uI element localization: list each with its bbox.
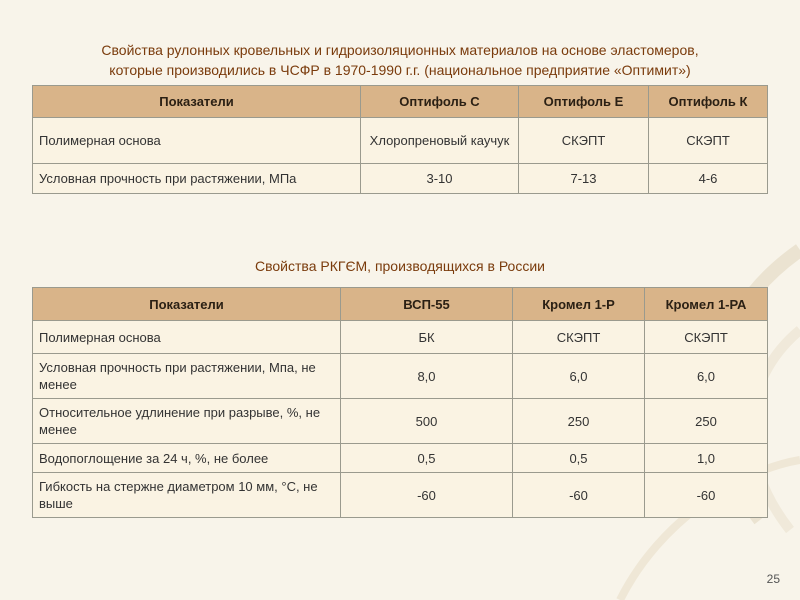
table-cell: -60 — [645, 473, 768, 518]
column-header: Оптифоль Е — [519, 86, 649, 118]
column-header: Показатели — [33, 86, 361, 118]
column-header: Кромел 1-РА — [645, 288, 768, 321]
row-label: Условная прочность при растяжении, МПа — [33, 164, 361, 194]
table-header-row — [33, 86, 768, 118]
table-cell: 3-10 — [361, 164, 519, 194]
table-cell: -60 — [341, 473, 513, 518]
table-cell: 250 — [513, 399, 645, 444]
page-number: 25 — [766, 572, 780, 586]
row-label: Гибкость на стержне диаметром 10 мм, °С, не выше — [33, 473, 341, 518]
column-header: Кромел 1-Р — [513, 288, 645, 321]
row-label: Полимерная основа — [33, 118, 361, 164]
table-cell: 6,0 — [645, 354, 768, 399]
table-cell: Хлоропреновый каучук — [361, 118, 519, 164]
table-row — [33, 444, 768, 473]
table-cell: 0,5 — [513, 444, 645, 473]
table-row — [33, 321, 768, 354]
optifol-properties-table — [32, 85, 768, 194]
table-cell: 500 — [341, 399, 513, 444]
table-cell: 1,0 — [645, 444, 768, 473]
row-label: Водопоглощение за 24 ч, %, не более — [33, 444, 341, 473]
table-cell: СКЭПТ — [649, 118, 768, 164]
column-header: Оптифоль К — [649, 86, 768, 118]
table-header-row — [33, 288, 768, 321]
row-label: Полимерная основа — [33, 321, 341, 354]
russian-rkgem-properties-table — [32, 287, 768, 518]
table-cell: 6,0 — [513, 354, 645, 399]
table-row — [33, 118, 768, 164]
slide-title-line-1: Свойства рулонных кровельных и гидроизоляционных материалов на основе эластомеров, — [101, 42, 699, 58]
table-cell: 7-13 — [519, 164, 649, 194]
table-cell: СКЭПТ — [519, 118, 649, 164]
table-row — [33, 354, 768, 399]
slide-title-line-2: которые производились в ЧСФР в 1970-1990 г.г. (национальное предприятие «Оптимит») — [109, 62, 691, 78]
table-cell: 4-6 — [649, 164, 768, 194]
table-cell: СКЭПТ — [513, 321, 645, 354]
table-row — [33, 473, 768, 518]
table-cell: СКЭПТ — [645, 321, 768, 354]
table-cell: 250 — [645, 399, 768, 444]
table-cell: 8,0 — [341, 354, 513, 399]
slide-title — [40, 40, 760, 80]
row-label: Условная прочность при растяжении, Мпа, не менее — [33, 354, 341, 399]
column-header: Оптифоль С — [361, 86, 519, 118]
column-header: Показатели — [33, 288, 341, 321]
section-subtitle: Свойства РКГЄМ, производящихся в России — [255, 258, 545, 274]
table-cell: -60 — [513, 473, 645, 518]
row-label: Относительное удлинение при разрыве, %, не менее — [33, 399, 341, 444]
table-cell: 0,5 — [341, 444, 513, 473]
table-row — [33, 164, 768, 194]
table-row — [33, 399, 768, 444]
table-cell: БК — [341, 321, 513, 354]
column-header: ВСП-55 — [341, 288, 513, 321]
